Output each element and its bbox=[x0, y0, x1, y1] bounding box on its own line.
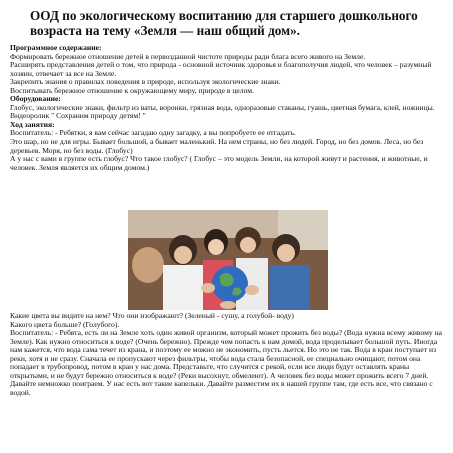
lesson-paragraph: А у нас с вами в группе есть глобус? Что такое глобус? ( Глобус – это модель Земли, на которой живут и растения, и животные, и человек. Земля является их общим домом.) bbox=[10, 154, 428, 172]
equipment-line: Видеоролик " Сохраним природу детям! " bbox=[10, 111, 146, 121]
document-title: ООД по экологическому воспитанию для старшего дошкольного возраста на тему «Земля — наш общий дом». bbox=[30, 8, 418, 38]
program-line: Расширять представления детей о том, что природа - основной источник здоровья и благополучия людей, что человек – разумный хозяин, отвечает за все на Земле. bbox=[10, 60, 432, 78]
lesson-paragraph: Какие цвета вы видите на нем? Что они изображают? (Зеленый - сушу, а голубой- воду) bbox=[10, 311, 294, 320]
program-heading: Программное содержание: bbox=[10, 43, 102, 52]
lesson-paragraph: Это шар, но не для игры. Бывает большой, а бывает маленький. На нем страны, но без людей. Город, но без домов. Леса, но без деревьев. Моря, но без воды. (Глобус) bbox=[10, 137, 424, 155]
program-line: Закрепить знания о правилах поведения в природе, используя экологические знаки. bbox=[10, 77, 281, 87]
lesson-heading: Ход занятия: bbox=[10, 119, 55, 129]
equipment-heading: Оборудование: bbox=[10, 94, 61, 104]
lesson-paragraph: Какого цвета больше? (Голубого). bbox=[10, 319, 120, 329]
program-line: Формировать бережное отношение детей в первозданной чистоте природы ради блага всего живого на Земле. bbox=[10, 51, 366, 61]
equipment-line: Глобус, экологические знаки, фильтр из ваты, воронки, грязная вода, одноразовые стаканы, гуашь, цветная бумага, клей, ножницы. bbox=[10, 102, 435, 112]
children-with-globe-photo-illustration bbox=[128, 210, 328, 310]
lesson-paragraph: Воспитатель: - Ребята, есть ли на Земле хоть один живой организм, который может прожить без воды? (Вода нужна всему живому на Земле). Как нужно относиться к воде? (Очень бережно). Прежде чем попасть к нам домой, вода проделывает большой путь. Иногда нам кажется, что вода сама течет из крана, и поэтому ее можно не экономить, пусть льется. Но это не так. Вода в кран поступает из реки, хотя и не сразу. Сначала ее пропускают через фильтры, чтобы вода стала безопасной, ее специально очищают, потом она попадает в трубопровод, потом в кран у нас дома. Представьте, что случится с рекой, если все люди будут оставлять краны открытыми, и не будут бережно относиться к воде? (Реки высохнут, обмелеют). А человек без воды может прожить всего 7 дней. Давайте немножко поиграем. У нас есть вот такие капельки. Давайте разместим их в нашей группе там, где есть все, что связано с водой. bbox=[10, 328, 443, 397]
lesson-paragraph: Воспитатель: - Ребятки, я вам сейчас загадаю одну загадку, а вы попробуете ее отгадать. bbox=[10, 128, 296, 138]
document-body-top bbox=[10, 44, 446, 172]
program-line: Воспитывать бережное отношение к окружающему миру, природе в целом. bbox=[10, 85, 254, 95]
document-body-bottom bbox=[10, 312, 446, 397]
classroom-photo bbox=[128, 210, 328, 310]
